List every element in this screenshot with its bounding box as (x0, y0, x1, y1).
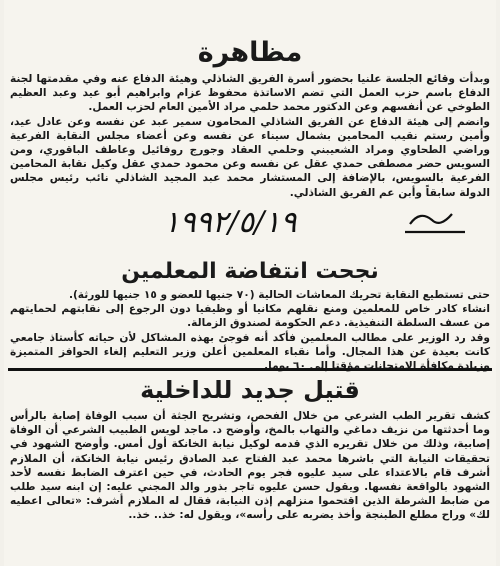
article-teachers (4, 246, 496, 373)
section-divider (8, 368, 492, 371)
paragraph: وانضم إلى هيئة الدفاع عن الفريق الشاذلي المحامون سمير عبد عن نفسه وعن عادل عيد، وأمين رستم نقيب المحامين بشمال سيناء عن نفسه وعن أعضاء مجلس النقابة الفرعية وراضي الطحاوي ومراد الشعيبني وحلمي العقاد وجورج روفائيل وعاطف الباقوري، ومن السويس حضر مصطفى حمدي عقل عن نفسه وعن محمود حمدي عقل وكيل نقابة المحامين الفرعية بالسويس، بالإضافة إلى المستشار محمد عبد المجيد الشاذلي نائب رئيس مجلس الدولة سابقاً وأبن عم الفريق الشاذلي. (10, 115, 490, 199)
list-item: حتى تستطيع النقابة تحريك المعاشات الحالية (٧٠ جنيها للعضو و ١٥ جنيها للورثة). (68, 289, 490, 301)
paragraph: وبدأت وقائع الجلسة علنيا بحضور أسرة الفريق الشاذلي وهيئة الدفاع عنه وفي مقدمتها لجنة الدفاع باسم حزب العمل التي تضم الاساتذة محفوظ عزام وابراهيم أبو عيد وعبد العظيم الطوخي عن أنفسهم وعن الدكتور محمد حلمي مراد الأمين العام لحزب العمل. (10, 73, 490, 114)
article-interior (4, 362, 496, 523)
newspaper-clipping (4, 0, 496, 566)
signature-scribble (405, 214, 465, 232)
article-protest (4, 36, 496, 200)
list-item: انشاء كادر خاص للمعلمين ومنع نقلهم مكانيا أو وظيفيا دون الرجوع إلى نقابتهم لحمايتهم من عسف السلطة التنفيذية. دعم الحكومة لصندوق الزمالة. (10, 303, 490, 330)
handwritten-date (10, 202, 480, 242)
headline-teachers: نجحت انتفاضة المعلمين (121, 259, 379, 284)
list-item: وقد رد الوزير على مطالب المعلمين فأكد أنه فوجئ بهذه المشاكل لأن حياته كأستاذ جامعي كانت بعيدة عن هذا المجال. وأما نقباء المعلمين أعلن وزير التعليم إلغاء الحوافز المتميزة وزيادة مكافأة الامتحانات مؤقتا إلى ٦٠ يوما. (10, 331, 490, 373)
handwritten-date-text: ١٩٩٢/٥/١٩ (163, 205, 297, 240)
headline-protest: مظاهرة (197, 37, 303, 68)
headline-interior: قتيل جديد للداخلية (140, 376, 360, 404)
paragraph: كشف تقرير الطب الشرعي من خلال الفحص، وتشريح الجثة أن سبب الوفاة إصابة بالرأس وما أحدثتها من نزيف دماغي والتهاب بالمخ، وأوضح د. ماجد لويس الطبيب الشرعي أن الوفاة إصابية، وذلك من خلال تقريره الذي قدمه لوكيل نيابة الخانكة أول أمس. وأوضح الشهود في تحقيقات النيابة التي باشرها محمد عبد الفتاح عبد الصادق رئيس نيابة الخانكة، أن الملازم أشرف قام بالاعتداء على سيد عليوه فجر يوم الحادث، في حين اعترف الضابط نفسه لأحد الشهود بالواقعة نفسها. ويقول حسن عليوه تاجر بذور والد المجني عليه: إن ابنه سيد طلب من ضابط الشرطة الذين اقتحموا منزلهم إذن النيابة، فقال له الملازم أشرف: «تعالى اعطيه لك» وراح مطلع الطبنجة وأخذ يضربه على رأسه»، ويقول له: خذ.. خذ.. (10, 410, 490, 522)
